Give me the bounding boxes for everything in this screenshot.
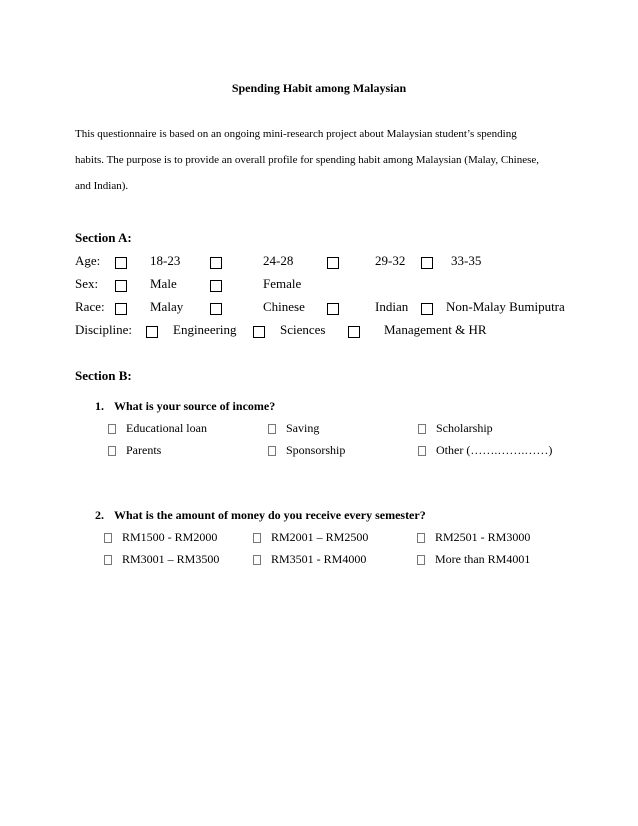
q1-option-parents: Parents <box>126 443 162 457</box>
checkbox-glyph-icon[interactable] <box>268 424 276 434</box>
discipline-checkbox-engineering[interactable] <box>146 326 158 338</box>
race-option-indian: Indian <box>375 299 409 314</box>
discipline-option-sciences: Sciences <box>280 322 326 337</box>
race-checkbox-chinese[interactable] <box>210 303 222 315</box>
q1-option-sponsorship: Sponsorship <box>286 443 346 457</box>
age-checkbox-33-35[interactable] <box>421 257 433 269</box>
section-a-heading: Section A: <box>75 230 132 245</box>
intro-line-1: This questionnaire is based on an ongoing mini-research project about Malaysian student’s spending <box>75 128 517 140</box>
checkbox-glyph-icon[interactable] <box>108 424 116 434</box>
q2-option-more-than-rm4001: More than RM4001 <box>435 552 531 566</box>
q2-option-rm1500-rm2000: RM1500 - RM2000 <box>122 530 218 544</box>
q2-option-rm2501-rm3000: RM2501 - RM3000 <box>435 530 531 544</box>
checkbox-glyph-icon[interactable] <box>417 533 425 543</box>
q2-option-rm2001-rm2500: RM2001 – RM2500 <box>271 530 369 544</box>
intro-line-2: habits. The purpose is to provide an overall profile for spending habit among Malaysian (Malay, Chinese, <box>75 154 540 166</box>
q1-option-educational-loan: Educational loan <box>126 421 207 435</box>
discipline-checkbox-sciences[interactable] <box>253 326 265 338</box>
age-option-33-35: 33-35 <box>451 253 482 268</box>
q1-option-scholarship: Scholarship <box>436 421 493 435</box>
checkbox-glyph-icon[interactable] <box>108 446 116 456</box>
question-1-text: What is your source of income? <box>114 399 276 413</box>
age-label: Age: <box>75 253 101 268</box>
race-checkbox-indian[interactable] <box>327 303 339 315</box>
race-checkbox-non-malay-bumiputra[interactable] <box>421 303 433 315</box>
sex-checkbox-female[interactable] <box>210 280 222 292</box>
question-2-text: What is the amount of money do you receive every semester? <box>114 508 426 522</box>
question-1-number: 1. <box>95 399 104 413</box>
sex-checkbox-male[interactable] <box>115 280 127 292</box>
discipline-label: Discipline: <box>75 322 133 337</box>
race-option-non-malay-bumiputra: Non-Malay Bumiputra <box>446 299 565 314</box>
sex-option-female: Female <box>263 276 302 291</box>
section-b-heading: Section B: <box>75 368 132 383</box>
discipline-checkbox-management-hr[interactable] <box>348 326 360 338</box>
checkbox-glyph-icon[interactable] <box>268 446 276 456</box>
checkbox-glyph-icon[interactable] <box>104 533 112 543</box>
question-2-number: 2. <box>95 508 104 522</box>
race-checkbox-malay[interactable] <box>115 303 127 315</box>
document-title: Spending Habit among Malaysian <box>231 81 407 95</box>
age-option-24-28: 24-28 <box>263 253 294 268</box>
sex-option-male: Male <box>150 276 177 291</box>
q2-option-rm3001-rm3500: RM3001 – RM3500 <box>122 552 220 566</box>
q2-option-rm3501-rm4000: RM3501 - RM4000 <box>271 552 367 566</box>
age-checkbox-29-32[interactable] <box>327 257 339 269</box>
discipline-option-engineering: Engineering <box>173 322 237 337</box>
intro-line-3: and Indian). <box>75 180 129 192</box>
age-checkbox-24-28[interactable] <box>210 257 222 269</box>
age-checkbox-18-23[interactable] <box>115 257 127 269</box>
q1-option-saving: Saving <box>286 421 320 435</box>
checkbox-glyph-icon[interactable] <box>418 446 426 456</box>
race-option-chinese: Chinese <box>263 299 305 314</box>
checkbox-glyph-icon[interactable] <box>253 533 261 543</box>
race-label: Race: <box>75 299 105 314</box>
checkbox-glyph-icon[interactable] <box>253 555 261 565</box>
race-option-malay: Malay <box>150 299 184 314</box>
discipline-option-management-hr: Management & HR <box>384 322 487 337</box>
checkbox-glyph-icon[interactable] <box>418 424 426 434</box>
age-option-29-32: 29-32 <box>375 253 406 268</box>
sex-label: Sex: <box>75 276 99 291</box>
checkbox-glyph-icon[interactable] <box>104 555 112 565</box>
checkbox-glyph-icon[interactable] <box>417 555 425 565</box>
q1-option-other: Other (…….…….……) <box>436 443 553 457</box>
age-option-18-23: 18-23 <box>150 253 181 268</box>
